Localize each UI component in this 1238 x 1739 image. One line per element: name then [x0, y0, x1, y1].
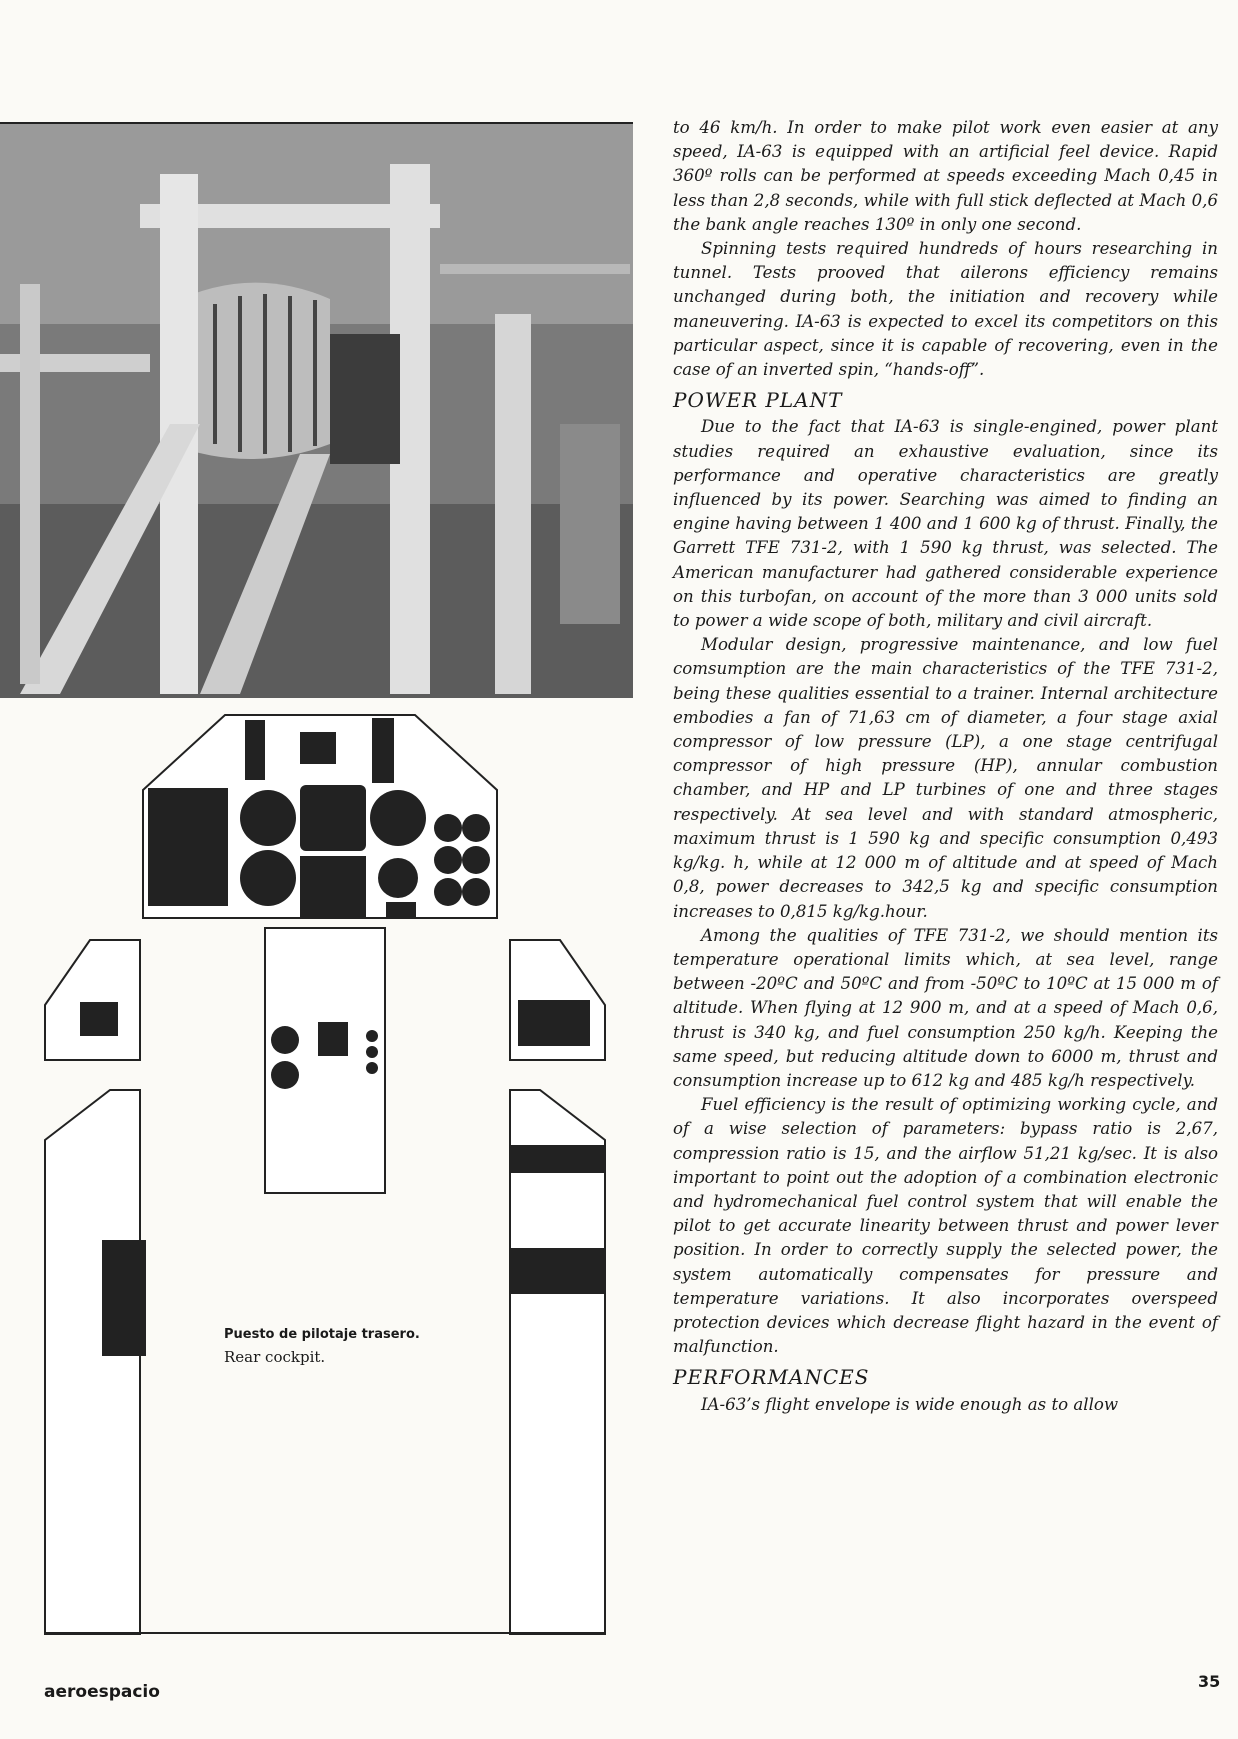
- rear-cockpit-diagram: [0, 700, 633, 1635]
- paragraph-temperature-limits: Among the qualities of TFE 731-2, we should mention its temperature operational limits which, at sea level, range between -20ºC and 50ºC and from -50ºC to 10ºC at 15 000 m of altitude. When flying at 12 900 m, and at a speed of Mach 0,6, thrust is 340 kg, and fuel consumption 250 kg/h. Keeping the same speed, but reducing altitude down to 6000 m, thrust and consumption increase up to 612 kg and 485 kg/h respectively.: [673, 925, 1218, 1090]
- paragraph-fuel-efficiency: Fuel efficiency is the result of optimizing working cycle, and of a wise selection of parameters: bypass ratio is 2,67, compression ratio is 15, and the airflow 51,21 kg/sec. It is also important to point out the adoption of a combination electronic and hydromechanical fuel control system that will enable the pilot to get accurate linearity between thrust and power lever position. In order to correctly supply the selected power, the system automatically compensates for pressure and temperature variations. It also incorporates overspeed protection devices which decrease flight hazard in the event of malfunction.: [673, 1095, 1218, 1357]
- test-rig-photo: [0, 122, 633, 698]
- paragraph-roll-performance: to 46 km/h. In order to make pilot work even easier at any speed, IA-63 is equipped with an artificial feel device. Rapid 360º rolls can be performed at speeds exceeding Mach 0,45 in less than 2,8 seconds, while with full stick deflected at Mach 0,6 the bank angle reaches 130º in only one second.: [673, 118, 1218, 234]
- heading-performances: PERFORMANCES: [673, 1365, 870, 1390]
- cockpit-panel-drawing: [0, 700, 633, 1635]
- magazine-name: aeroespacio: [44, 1682, 160, 1702]
- test-rig-photo-art: [0, 124, 633, 698]
- paragraph-spinning-tests: Spinning tests required hundreds of hours researching in tunnel. Tests prooved that ailerons efficiency remains unchanged during both, the initiation and recovery while maneuvering. IA-63 is expected to excel its competitors on this particular aspect, since it is capable of recovering, even in the case of an inverted spin, “hands-off”.: [673, 239, 1218, 380]
- paragraph-engine-selection: Due to the fact that IA-63 is single-engined, power plant studies required an exhaustive evaluation, since its performance and operative characteristics are greatly influenced by its power. Searching was aimed to finding an engine having between 1 400 and 1 600 kg of thrust. Finally, the Garrett TFE 731-2, with 1 590 kg thrust, was selected. The American manufacturer had gathered considerable experience on this turbofan, on account of the more than 3 000 units sold to power a wide scope of both, military and civil aircraft.: [673, 417, 1218, 631]
- page-number: 35: [1198, 1672, 1221, 1691]
- caption-spanish: Puesto de pilotaje trasero.: [224, 1327, 420, 1342]
- paragraph-engine-architecture: Modular design, progressive maintenance, and low fuel comsumption are the main characteristics of the TFE 731-2, being these qualities essential to a trainer. Internal architecture embodies a fan of 71,63 cm of diameter, a four stage axial compressor of low pressure (LP), a one stage centrifugal compressor of high pressure (HP), annular combustion chamber, and HP and LP turbines of one and three stages respectively. At sea level and with standard atmospheric, maximum thrust is 1 590 kg and specific consumption 0,493 kg/kg. h, while at 12 000 m of altitude and at speed of Mach 0,8, power decreases to 342,5 kg and specific consumption increases to 0,815 kg/kg.hour.: [673, 635, 1218, 921]
- caption-english: Rear cockpit.: [224, 1348, 326, 1366]
- paragraph-flight-envelope: IA-63’s flight envelope is wide enough as to allow: [701, 1394, 1119, 1414]
- heading-power-plant: POWER PLANT: [673, 388, 843, 413]
- article-text-column: [673, 116, 1218, 1417]
- cockpit-caption: [224, 1327, 464, 1366]
